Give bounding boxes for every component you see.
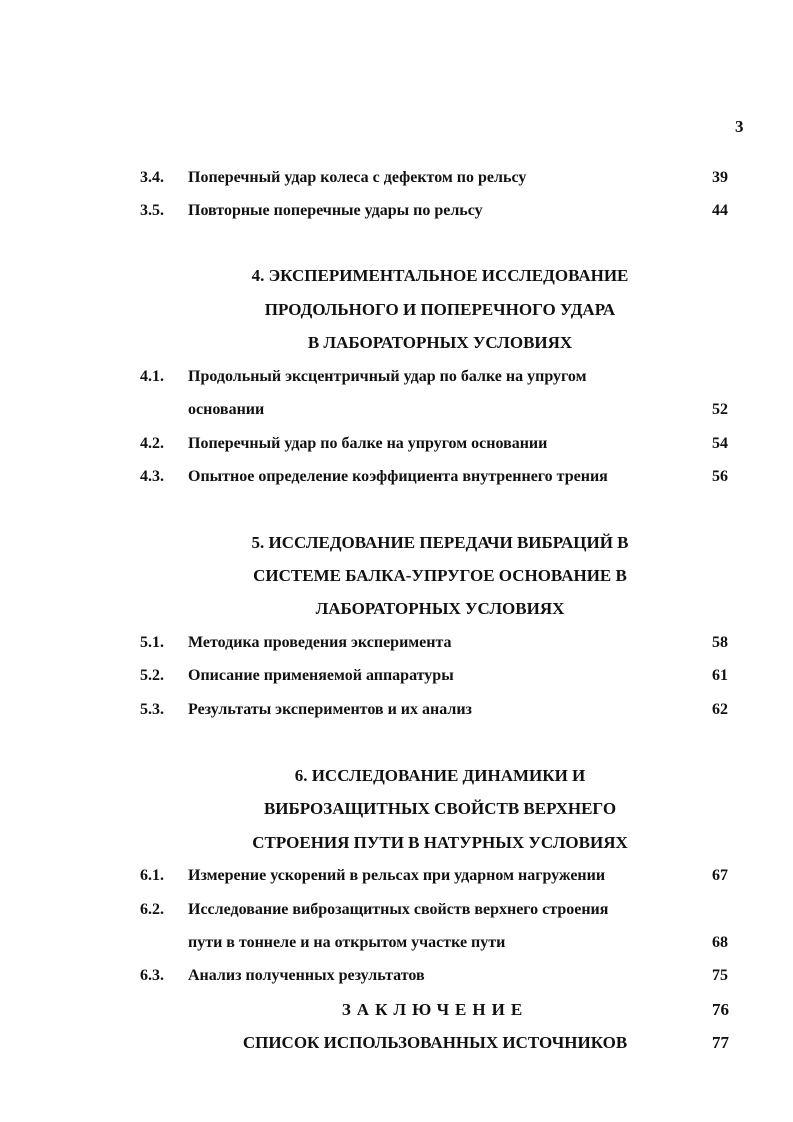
entry-number: 5.2. <box>140 667 164 684</box>
entry-page: 75 <box>712 967 728 984</box>
entry-number: 6.1. <box>140 867 164 884</box>
entry-page: 62 <box>712 701 728 718</box>
entry-page: 39 <box>712 169 728 186</box>
entry-number: 4.3. <box>140 468 164 485</box>
toc-entry-3-5[interactable] <box>0 199 793 223</box>
entry-number: 4.1. <box>140 368 164 385</box>
chapter-6-heading-line-1: 6. ИССЛЕДОВАНИЕ ДИНАМИКИ И <box>294 766 586 785</box>
toc-entry-conclusion[interactable] <box>0 998 793 1022</box>
chapter-6-heading-line-3: СТРОЕНИЯ ПУТИ В НАТУРНЫХ УСЛОВИЯХ <box>252 833 628 852</box>
toc-entry-5-2[interactable] <box>0 664 793 688</box>
entry-title: Результаты экспериментов и их анализ <box>188 701 472 718</box>
entry-page: 56 <box>712 468 728 485</box>
toc-entry-5-3[interactable] <box>0 698 793 722</box>
chapter-4-heading-line-3: В ЛАБОРАТОРНЫХ УСЛОВИЯХ <box>307 333 573 352</box>
entry-title: Измерение ускорений в рельсах при ударном нагружении <box>188 867 606 884</box>
chapter-6-heading-line-2: ВИБРОЗАЩИТНЫХ СВОЙСТВ ВЕРХНЕГО <box>263 799 617 818</box>
entry-title: Продольный эксцентричный удар по балке на упругом <box>188 368 587 385</box>
toc-entry-4-2[interactable] <box>0 432 793 456</box>
entry-title: Описание применяемой аппаратуры <box>188 667 454 684</box>
conclusion-page: 76 <box>712 1000 729 1019</box>
entry-page: 52 <box>712 401 728 418</box>
references-title: СПИСОК ИСПОЛЬЗОВАННЫХ ИСТОЧНИКОВ <box>242 1033 628 1052</box>
toc-entry-6-1[interactable] <box>0 864 793 888</box>
toc-entry-6-2[interactable] <box>0 898 793 922</box>
toc-entry-references[interactable] <box>0 1031 793 1055</box>
entry-page: 44 <box>712 202 728 219</box>
toc-entry-6-2-continued[interactable] <box>0 931 793 955</box>
entry-number: 3.4. <box>140 169 164 186</box>
entry-number: 4.2. <box>140 435 164 452</box>
chapter-5-heading-line-2: СИСТЕМЕ БАЛКА-УПРУГОЕ ОСНОВАНИЕ В <box>253 566 627 585</box>
entry-page: 68 <box>712 934 728 951</box>
references-page: 77 <box>712 1033 729 1052</box>
chapter-4-heading-line-1: 4. ЭКСПЕРИМЕНТАЛЬНОЕ ИССЛЕДОВАНИЕ <box>251 266 629 285</box>
entry-title: основании <box>188 401 265 418</box>
chapter-5-heading-line-1: 5. ИССЛЕДОВАНИЕ ПЕРЕДАЧИ ВИБРАЦИЙ В <box>251 533 629 552</box>
entry-number: 6.2. <box>140 901 164 918</box>
entry-number: 5.1. <box>140 634 164 651</box>
entry-page: 61 <box>712 667 728 684</box>
toc-entry-4-3[interactable] <box>0 465 793 489</box>
toc-entry-3-4[interactable] <box>0 166 793 190</box>
entry-title: пути в тоннеле и на открытом участке пути <box>188 934 506 951</box>
entry-page: 67 <box>712 867 728 884</box>
entry-title: Анализ полученных результатов <box>188 967 425 984</box>
entry-number: 6.3. <box>140 967 164 984</box>
entry-title: Поперечный удар колеса с дефектом по рельсу <box>188 169 527 186</box>
entry-title: Методика проведения эксперимента <box>188 634 452 651</box>
toc-entry-4-1-continued[interactable] <box>0 398 793 422</box>
page-number: 3 <box>735 117 744 136</box>
chapter-5-heading-line-3: ЛАБОРАТОРНЫХ УСЛОВИЯХ <box>315 599 565 618</box>
entry-title: Поперечный удар по балке на упругом основании <box>188 435 548 452</box>
entry-title: Повторные поперечные удары по рельсу <box>188 202 483 219</box>
entry-number: 3.5. <box>140 202 164 219</box>
toc-entry-6-3[interactable] <box>0 964 793 988</box>
entry-page: 58 <box>712 634 728 651</box>
entry-title: Исследование виброзащитных свойств верхнего строения <box>188 901 609 918</box>
entry-title: Опытное определение коэффициента внутреннего трения <box>188 468 608 485</box>
chapter-4-heading-line-2: ПРОДОЛЬНОГО И ПОПЕРЕЧНОГО УДАРА <box>264 300 616 319</box>
conclusion-title: ЗАКЛЮЧЕНИЕ <box>341 1000 529 1019</box>
toc-entry-5-1[interactable] <box>0 631 793 655</box>
entry-number: 5.3. <box>140 701 164 718</box>
entry-page: 54 <box>712 435 728 452</box>
toc-entry-4-1[interactable] <box>0 365 793 389</box>
